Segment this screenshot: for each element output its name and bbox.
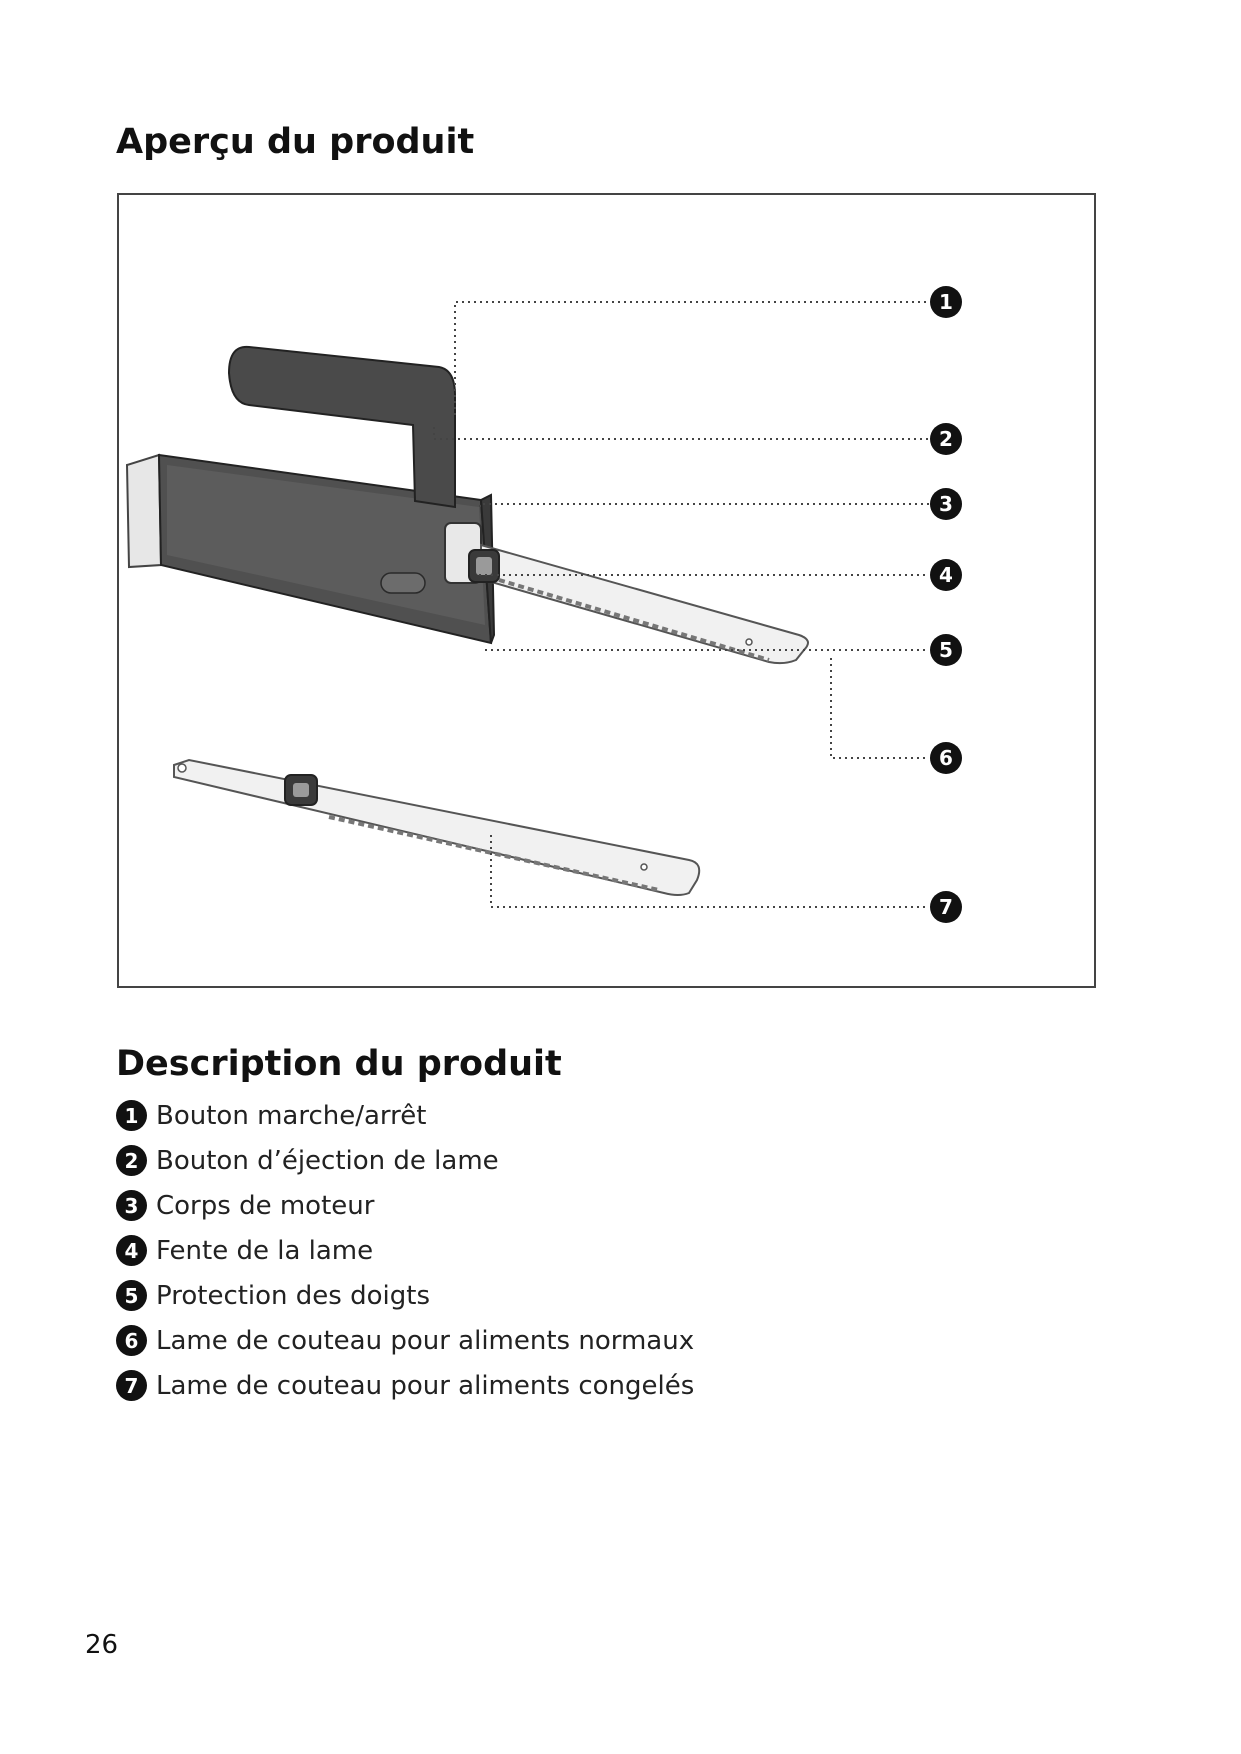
svg-text:1: 1: [939, 290, 953, 314]
callout-1: [930, 286, 962, 318]
callout-4: [930, 559, 962, 591]
list-item: [116, 1273, 694, 1318]
callout-5: [930, 634, 962, 666]
svg-text:2: 2: [939, 427, 953, 451]
normal-food-blade: [469, 545, 808, 663]
callout-badges: [930, 286, 962, 923]
item-label: Lame de couteau pour aliments normaux: [156, 1325, 695, 1356]
description-title: Description du produit: [116, 1044, 562, 1084]
svg-text:6: 6: [939, 746, 953, 770]
number-badge: 2: [116, 1145, 147, 1176]
overview-title: Aperçu du produit: [116, 122, 475, 162]
callout-6: [930, 742, 962, 774]
number-badge: 7: [116, 1370, 147, 1401]
description-list: [116, 1093, 694, 1408]
svg-text:3: 3: [939, 492, 953, 516]
item-label: Protection des doigts: [156, 1280, 430, 1311]
number-badge: 1: [116, 1100, 147, 1131]
knife-illustration: [119, 195, 1094, 986]
item-label: Lame de couteau pour aliments congelés: [156, 1370, 695, 1401]
number-badge: 6: [116, 1325, 147, 1356]
svg-text:5: 5: [939, 638, 953, 662]
number-badge: 3: [116, 1190, 147, 1221]
item-label: Corps de moteur: [156, 1190, 375, 1221]
list-item: [116, 1228, 694, 1273]
list-item: [116, 1183, 694, 1228]
number-badge: 4: [116, 1235, 147, 1266]
list-item: [116, 1138, 694, 1183]
number-badge: 5: [116, 1280, 147, 1311]
list-item: [116, 1318, 694, 1363]
list-item: [116, 1093, 694, 1138]
frozen-food-blade: [174, 760, 699, 895]
callout-3: [930, 488, 962, 520]
list-item: [116, 1363, 694, 1408]
item-label: Bouton d’éjection de lame: [156, 1145, 499, 1176]
svg-text:7: 7: [939, 895, 953, 919]
item-label: Bouton marche/arrêt: [156, 1100, 427, 1131]
product-diagram: [117, 193, 1096, 988]
svg-text:4: 4: [939, 563, 953, 587]
callout-2: [930, 423, 962, 455]
item-label: Fente de la lame: [156, 1235, 374, 1266]
motor-body: [127, 347, 494, 643]
callout-7: [930, 891, 962, 923]
page-number: 26: [85, 1630, 119, 1660]
